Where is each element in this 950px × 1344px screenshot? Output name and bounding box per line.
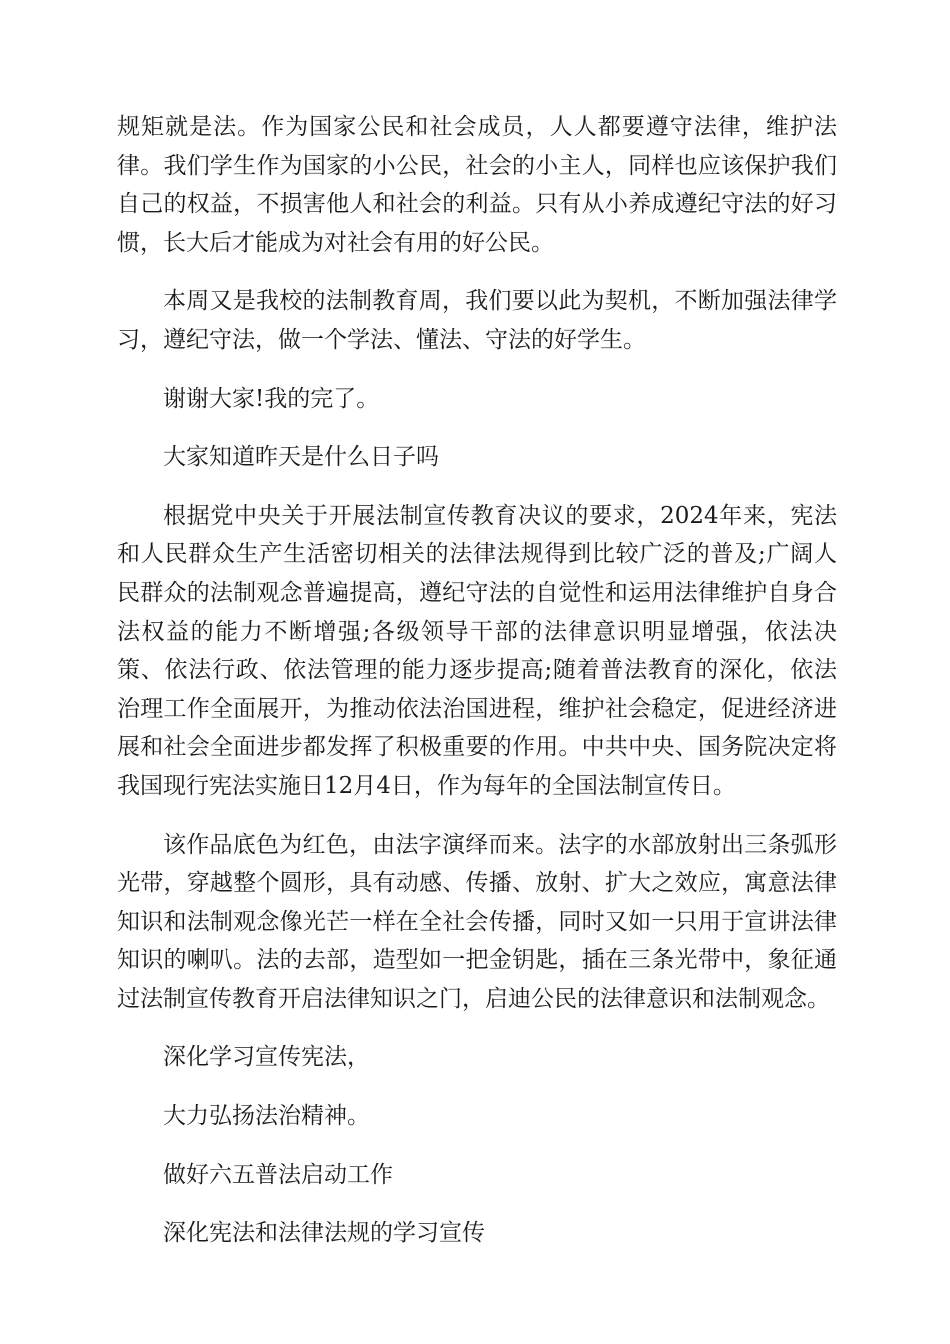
slogan-line-3: 做好六五普法启动工作: [163, 1161, 393, 1188]
paragraph-law-rules: 规矩就是法。作为国家公民和社会成员，人人都要遵守法律，维护法律。我们学生作为国家的小公民，社会的小主人，同样也应该保护我们自己的权益，不损害他人和社会的利益。只有从小养成遵纪守法的好习惯，长大后才能成为对社会有用的好公民。: [117, 114, 837, 256]
paragraph-emblem-description: 该作品底色为红色，由法字演绎而来。法字的水部放射出三条弧形光带，穿越整个圆形，具有动感、传播、放射、扩大之效应，寓意法律知识和法制观念像光芒一样在全社会传播，同时又如一只用于宣讲法律知识的喇叭。法的去部，造型如一把金钥匙，插在三条光带中，象征通过法制宣传教育开启法律知识之门，启迪公民的法律意识和法制观念。: [117, 831, 837, 1012]
paragraph-question: 大家知道昨天是什么日子吗: [163, 444, 439, 471]
document-body: [117, 108, 837, 1273]
paragraph-legal-publicity: 根据党中央关于开展法制宣传教育决议的要求，2024年来，宪法和人民群众生产生活密切相关的法律法规得到比较广泛的普及;广阔人民群众的法制观念普遍提高，遵纪守法的自觉性和运用法律维护自身合法权益的能力不断增强;各级领导干部的法律意识明显增强，依法决策、依法行政、依法管理的能力逐步提高;随着普法教育的深化，依法治理工作全面展开，为推动依法治国进程，维护社会稳定，促进经济进展和社会全面进步都发挥了积极重要的作用。中共中央、国务院决定将我国现行宪法实施日12月4日，作为每年的全国法制宣传日。: [117, 502, 837, 799]
slogan-line-1: 深化学习宣传宪法，: [163, 1044, 370, 1071]
slogan-line-2: 大力弘扬法治精神。: [163, 1103, 370, 1130]
paragraph-thanks: 谢谢大家!我的完了。: [163, 385, 380, 412]
paragraph-education-week: 本周又是我校的法制教育周，我们要以此为契机，不断加强法律学习，遵纪守法，做一个学法、懂法、守法的好学生。: [117, 288, 837, 353]
slogan-line-4: 深化宪法和法律法规的学习宣传: [163, 1220, 485, 1247]
